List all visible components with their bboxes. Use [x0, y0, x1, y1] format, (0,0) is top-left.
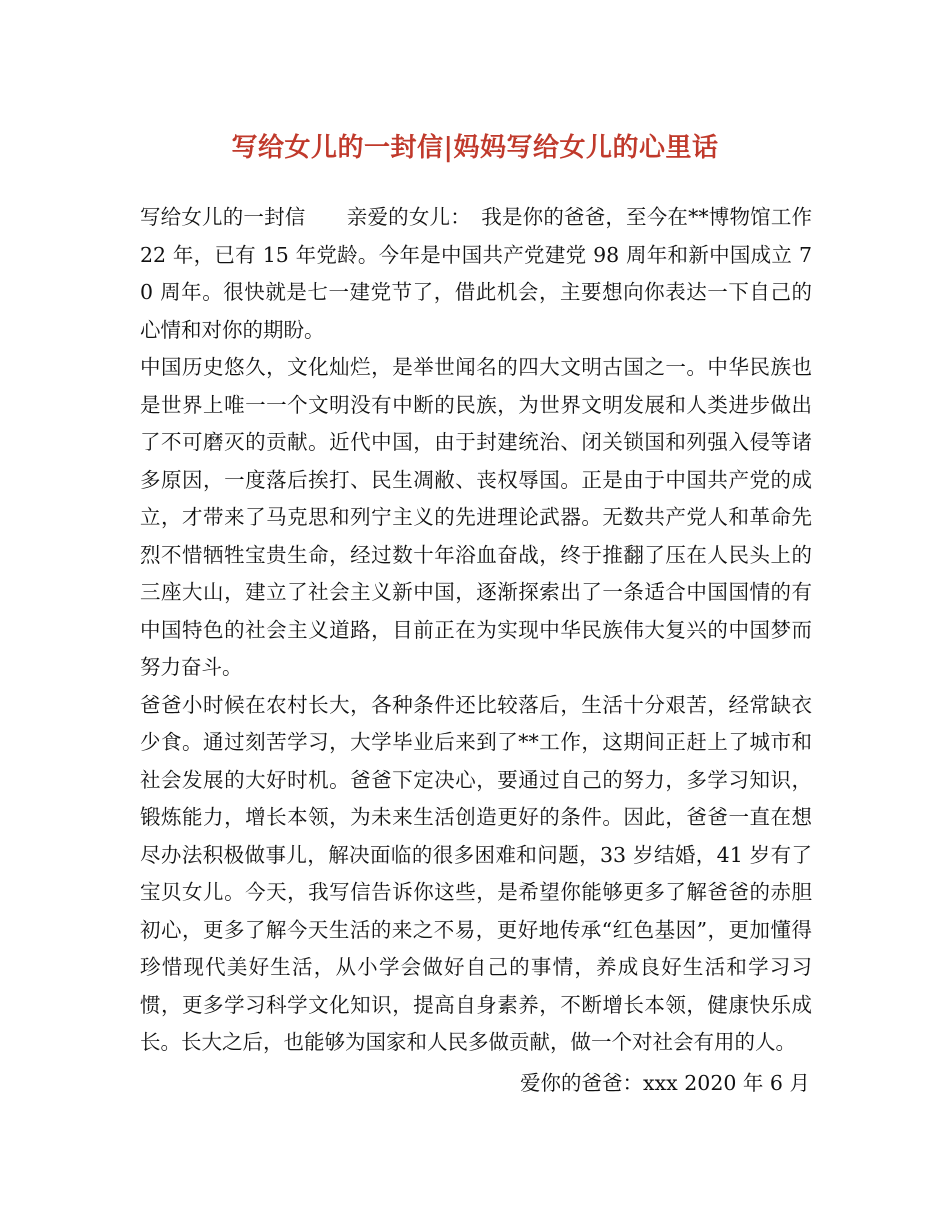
letter-paragraph-3: 爸爸小时候在农村长大，各种条件还比较落后，生活十分艰苦，经常缺衣少食。通过刻苦学习，大学毕业后来到了**工作，这期间正赶上了城市和社会发展的大好时机。爸爸下定决心，要通过自己的努力，多学习知识，锻炼能力，增长本领，为未来生活创造更好的条件。因此，爸爸一直在想尽办法积极做事儿，解决面临的很多困难和问题，33 岁结婚，41 岁有了宝贝女儿。今天，我写信告诉你这些，是希望你能够更多了解爸爸的赤胆初心，更多了解今天生活的来之不易，更好地传承“红色基因”，更加懂得珍惜现代美好生活，从小学会做好自己的事情，养成良好生活和学习习惯，更多学习科学文化知识，提高自身素养，不断增长本领，健康快乐成长。长大之后，也能够为国家和人民多做贡献，做一个对社会有用的人。 [140, 692, 812, 1054]
letter-body [140, 199, 812, 1062]
document-title: 写给女儿的一封信|妈妈写给女儿的心里话 [231, 133, 719, 163]
letter-paragraph-2: 中国历史悠久，文化灿烂，是举世闻名的四大文明古国之一。中华民族也是世界上唯一一个文明没有中断的民族，为世界文明发展和人类进步做出了不可磨灭的贡献。近代中国，由于封建统治、闭关锁国和列强入侵等诸多原因，一度落后挨打、民生凋敝、丧权辱国。正是由于中国共产党的成立，才带来了马克思和列宁主义的先进理论武器。无数共产党人和革命先烈不惜牺牲宝贵生命，经过数十年浴血奋战，终于推翻了压在人民头上的三座大山，建立了社会主义新中国，逐渐探索出了一条适合中国国情的有中国特色的社会主义道路，目前正在为实现中华民族伟大复兴的中国梦而努力奋斗。 [140, 355, 812, 679]
letter-signature: 爱你的爸爸：xxx 2020 年 6 月 [520, 1071, 810, 1095]
letter-paragraph-1: 写给女儿的一封信 亲爱的女儿： 我是你的爸爸，至今在**博物馆工作 22 年，已有 15 年党龄。今年是中国共产党建党 98 周年和新中国成立 70 周年。很快就是七一建党节了，借此机会，主要想向你表达一下自己的心情和对你的期盼。 [140, 205, 812, 342]
